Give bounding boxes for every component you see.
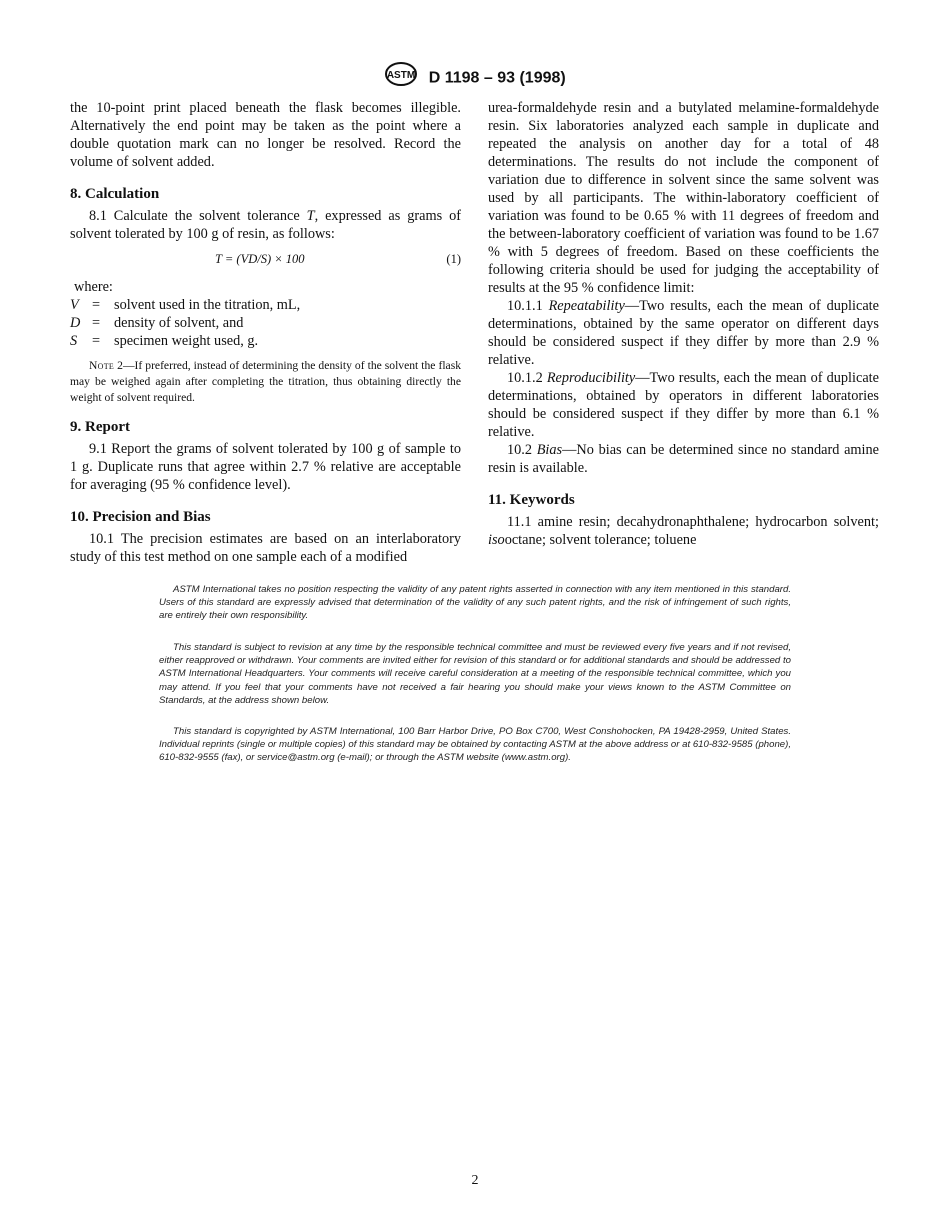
section-11-heading: 11. Keywords bbox=[488, 492, 575, 508]
section-10-heading: 10. Precision and Bias bbox=[70, 509, 211, 525]
page-header bbox=[0, 63, 950, 94]
astm-logo-icon bbox=[384, 61, 418, 92]
patent-statement: ASTM International takes no position respecting the validity of any patent rights asserted in connection with any item mentioned in this standard. Users of this standard are expressly advised that determination of the validity of any such patent rights, and the risk of infringement of such rights, are entirely their own responsibility. bbox=[159, 584, 791, 622]
equation-expression: T = (VD/S) × 100 bbox=[215, 252, 305, 266]
paragraph-9-1: 9.1 Report the grams of solvent tolerated by 100 g of sample to 1 g. Duplicate runs that agree within 2.7 % relative are acceptable for averaging (95 % confidence level). bbox=[70, 441, 461, 493]
paragraph-10-1-2: 10.1.2 Reproducibility—Two results, each the mean of duplicate determinations, obtained by operators in different laboratories should be considered suspect if they differ by more than 6.1 % relative. bbox=[488, 370, 879, 440]
equation-1 bbox=[70, 250, 461, 268]
paragraph-continued: the 10-point print placed beneath the flask becomes illegible. Alternatively the end point may be taken as the point where a double quotation mark can no longer be resolved. Record the volume of solvent added. bbox=[70, 100, 461, 170]
where-label: where: bbox=[74, 279, 113, 295]
paragraph-10-2: 10.2 Bias—No bias can be determined since no standard amine resin is available. bbox=[488, 442, 880, 476]
svg-text:ASTM: ASTM bbox=[387, 70, 416, 81]
variable-definition-row: D = density of solvent, and bbox=[70, 315, 244, 331]
left-column bbox=[70, 99, 461, 566]
section-8-heading: 8. Calculation bbox=[70, 186, 160, 202]
paragraph-10-1: 10.1 The precision estimates are based on an interlaboratory study of this test method on one sample each of a modified bbox=[70, 531, 461, 565]
right-column bbox=[488, 99, 879, 549]
section-9-heading: 9. Report bbox=[70, 419, 130, 435]
copyright-statement: This standard is copyrighted by ASTM International, 100 Barr Harbor Drive, PO Box C700, West Conshohocken, PA 19428-2959, United States. Individual reprints (single or multiple copies) of this standard may be obtained by contacting ASTM at the above address or at 610-832-9585 (phone), 610-832-9555 (fax), or service@astm.org (e-mail); or through the ASTM website (www.astm.org). bbox=[159, 726, 791, 764]
paragraph-10-1-continued: urea-formaldehyde resin and a butylated melamine-formaldehyde resin. Six laboratories analyzed each sample in duplicate and repeated the analysis on another day for a total of 48 determinations. The results do not include the component of variation due to difference in solvent since the same solvent was used by all participants. The within-laboratory coefficient of variation was found to be 0.65 % with 11 degrees of freedom and the between-laboratory coefficient of variation was found to be 1.67 % with 5 degrees of freedom. Based on these coefficients the following criteria should be used for judging the acceptability of results at the 95 % confidence limit: bbox=[488, 100, 879, 296]
equation-number: (1) bbox=[446, 252, 461, 266]
variable-definitions bbox=[70, 296, 461, 350]
document-designation: D 1198 – 93 (1998) bbox=[428, 69, 566, 87]
note-2: Note 2—If preferred, instead of determining the density of the solvent the flask may be weighed again after completing the titration, thus obtaining directly the weight of solvent required. bbox=[70, 359, 461, 404]
revision-statement: This standard is subject to revision at any time by the responsible technical committee and must be reviewed every five years and if not revised, either reapproved or withdrawn. Your comments are invited either for revision of this standard or for additional standards and should be addressed to ASTM International Headquarters. Your comments will receive careful consideration at a meeting of the responsible technical committee, which you may attend. If you feel that your comments have not received a fair hearing you should make your views known to the ASTM Committee on Standards, at the address shown below. bbox=[159, 642, 791, 706]
paragraph-11-1: 11.1 amine resin; decahydronaphthalene; hydrocarbon solvent; isooctane; solvent tolerance; toluene bbox=[488, 514, 879, 548]
paragraph-10-1-1: 10.1.1 Repeatability—Two results, each the mean of duplicate determinations, obtained by the same operator on different days should be considered suspect if they differ by more than 2.9 % relative. bbox=[488, 298, 879, 368]
variable-definition-row: S = specimen weight used, g. bbox=[70, 333, 259, 349]
paragraph-8-1: 8.1 Calculate the solvent tolerance T, expressed as grams of solvent tolerated by 100 g of resin, as follows: bbox=[70, 208, 461, 242]
page-number: 2 bbox=[471, 1173, 479, 1188]
variable-definition-row: V = solvent used in the titration, mL, bbox=[70, 297, 301, 313]
